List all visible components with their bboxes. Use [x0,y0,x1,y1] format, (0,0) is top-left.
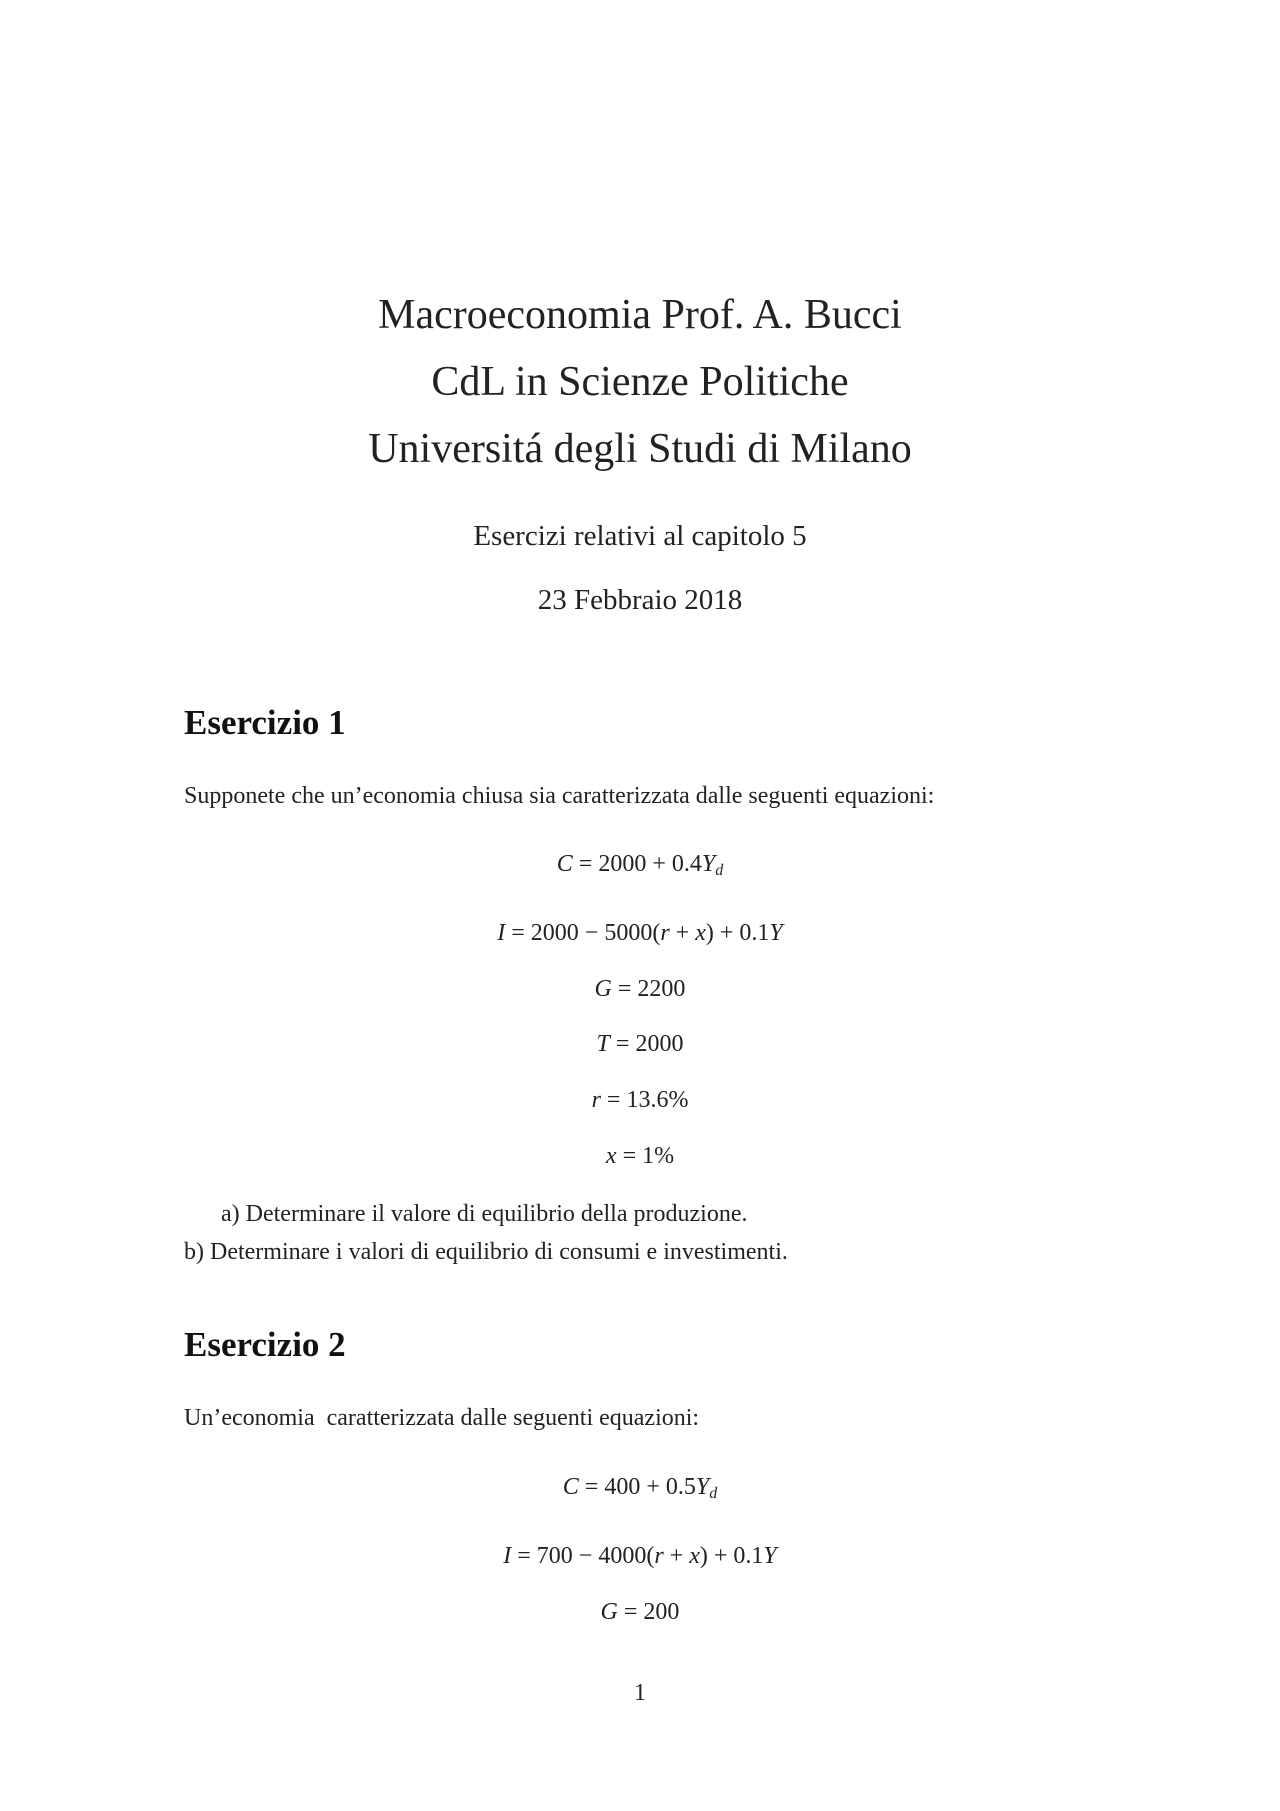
eq-variable: I [503,1543,512,1569]
eq-variable: I [497,920,506,946]
eq-variable: Y [769,920,783,946]
document-subtitle: Esercizi relativi al capitolo 5 [473,520,807,552]
eq-operator: + [669,920,696,946]
eq-rhs: = 2000 + 0.4 [572,851,702,877]
eq-variable: C [562,1474,579,1500]
exercise-1-question-b: b) Determinare i valori di equilibrio di consumi e investimenti. [184,1239,788,1265]
eq-rhs: = 1% [616,1143,675,1169]
eq-rhs: = 2000 [609,1031,684,1057]
exercise-1-risk-premium-equation [0,1143,1280,1170]
page-number: 1 [634,1680,646,1706]
eq-rhs: = 2000 − 5000( [505,920,661,946]
eq-variable: x [689,1543,700,1569]
eq-subscript: d [709,1485,718,1502]
eq-variable: G [600,1599,618,1625]
exercise-1-interest-rate-equation [0,1087,1280,1114]
exercise-1-investment-equation [0,920,1280,947]
exercise-1-taxes-equation [0,1031,1280,1058]
exercise-1-consumption-equation [0,851,1280,880]
eq-variable: G [594,976,612,1002]
exercise-2-heading: Esercizio 2 [184,1325,346,1364]
eq-rhs: = 13.6% [600,1087,689,1113]
eq-variable: Y [763,1543,777,1569]
eq-operator: + [663,1543,690,1569]
exercise-2-investment-equation [0,1543,1280,1570]
eq-variable: Y [695,1474,710,1500]
eq-rhs: = 400 + 0.5 [578,1474,696,1500]
eq-variable: C [556,851,573,877]
university-name: Universitá degli Studi di Milano [368,426,912,472]
exercise-2-government-equation [0,1599,1280,1626]
document-date: 23 Febbraio 2018 [537,584,743,616]
eq-variable: x [695,920,706,946]
course-title: Macroeconomia Prof. A. Bucci [378,292,902,338]
exercise-2-intro: Un’economia caratterizzata dalle seguenti equazioni: [184,1405,700,1431]
exercise-1-question-a: a) Determinare il valore di equilibrio della produzione. [221,1201,748,1227]
degree-program: CdL in Scienze Politiche [431,359,849,405]
eq-variable: T [596,1031,610,1057]
title-block [0,282,1280,483]
eq-rhs: ) + 0.1 [699,1543,764,1569]
eq-subscript: d [715,862,724,879]
eq-variable: r [591,1087,601,1113]
exercise-1-government-equation [0,976,1280,1003]
eq-rhs: = 2200 [611,976,686,1002]
eq-variable: r [660,920,670,946]
exercise-1-heading: Esercizio 1 [184,703,346,742]
exercise-1-intro: Supponete che un’economia chiusa sia caratterizzata dalle seguenti equazioni: [184,783,935,809]
eq-rhs: = 700 − 4000( [511,1543,655,1569]
eq-variable: Y [701,851,716,877]
eq-rhs: = 200 [617,1599,680,1625]
eq-variable: r [654,1543,664,1569]
eq-variable: x [605,1143,617,1169]
eq-rhs: ) + 0.1 [705,920,770,946]
exercise-2-consumption-equation [0,1474,1280,1503]
